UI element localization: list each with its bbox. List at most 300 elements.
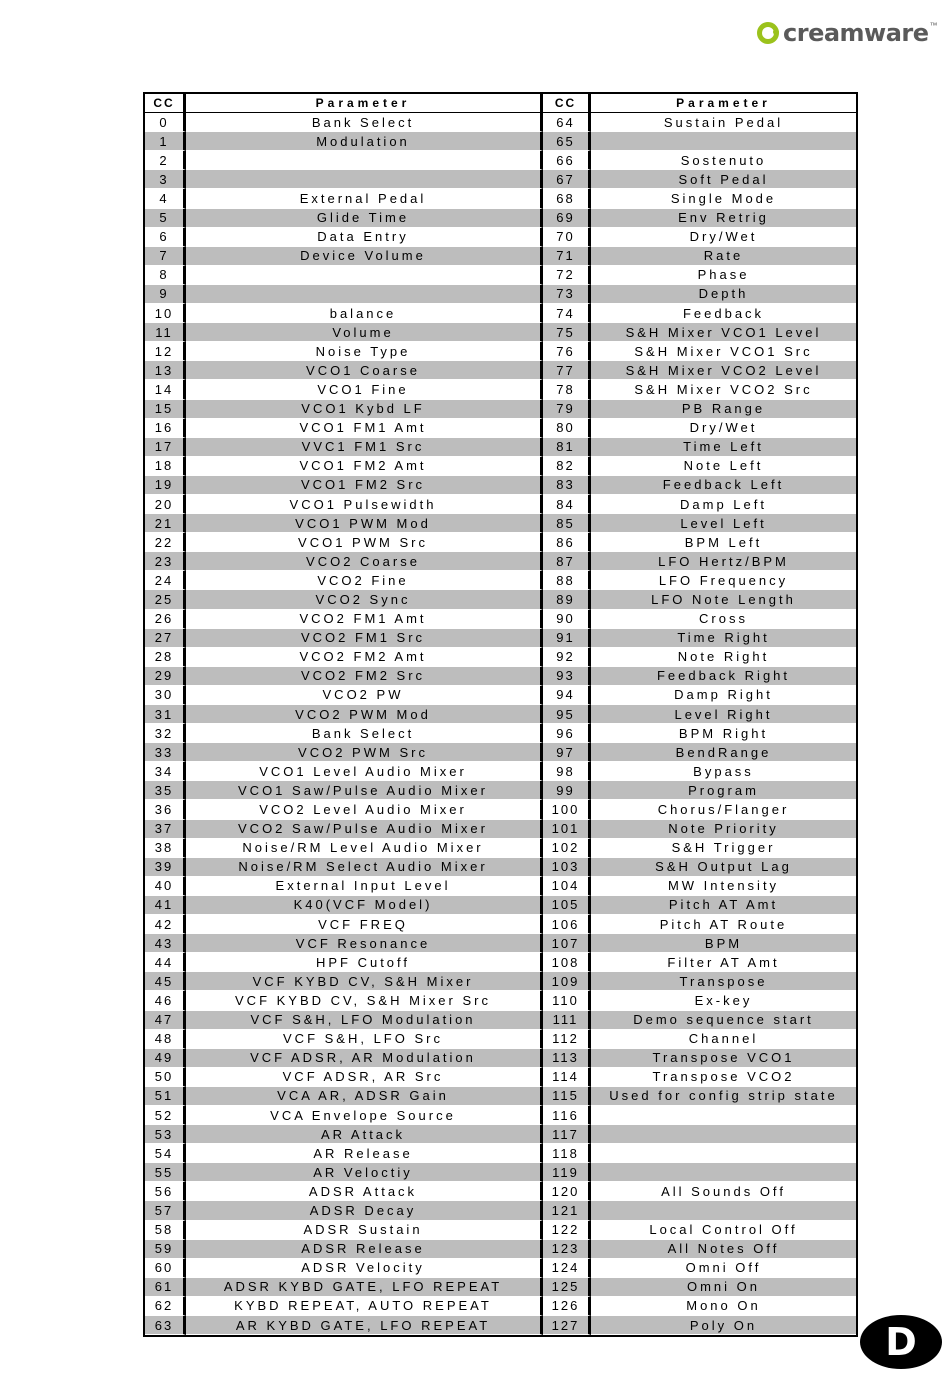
table-row xyxy=(145,189,856,208)
cell-cc-right: 111 xyxy=(543,1011,591,1030)
cell-parameter-right: Sustain Pedal xyxy=(591,113,856,132)
table-row xyxy=(145,342,856,361)
cell-parameter-right: Demo sequence start xyxy=(591,1011,856,1030)
cell-cc-right: 96 xyxy=(543,724,591,743)
cell-parameter-left: VCO1 PWM Mod xyxy=(186,514,543,533)
cell-parameter-left: VCA AR, ADSR Gain xyxy=(186,1087,543,1106)
cell-cc-left: 12 xyxy=(145,342,186,361)
cell-cc-right: 95 xyxy=(543,705,591,724)
cell-cc-right: 117 xyxy=(543,1125,591,1144)
cell-parameter-right: S&H Output Lag xyxy=(591,858,856,877)
cell-parameter-right: Dry/Wet xyxy=(591,228,856,247)
cell-cc-right: 90 xyxy=(543,610,591,629)
cell-cc-left: 4 xyxy=(145,189,186,208)
cell-cc-left: 41 xyxy=(145,896,186,915)
cell-parameter-right: Transpose VCO2 xyxy=(591,1068,856,1087)
cell-parameter-left: External Pedal xyxy=(186,189,543,208)
cell-parameter-right: Used for config strip state xyxy=(591,1087,856,1106)
table-row xyxy=(145,1068,856,1087)
table-row xyxy=(145,705,856,724)
cell-parameter-left: VCO2 FM1 Src xyxy=(186,629,543,648)
cell-cc-left: 62 xyxy=(145,1297,186,1316)
cell-parameter-right xyxy=(591,1106,856,1125)
cell-parameter-right xyxy=(591,132,856,151)
cell-parameter-left: VCO1 Kybd LF xyxy=(186,400,543,419)
cell-cc-left: 59 xyxy=(145,1240,186,1259)
cell-cc-right: 99 xyxy=(543,781,591,800)
table-row xyxy=(145,648,856,667)
table-row xyxy=(145,1106,856,1125)
cell-cc-right: 106 xyxy=(543,915,591,934)
cell-parameter-right: LFO Note Length xyxy=(591,590,856,609)
cell-parameter-right: Bypass xyxy=(591,762,856,781)
cell-cc-left: 60 xyxy=(145,1259,186,1278)
cell-cc-right: 119 xyxy=(543,1163,591,1182)
cell-cc-right: 81 xyxy=(543,438,591,457)
cell-cc-left: 38 xyxy=(145,839,186,858)
cell-cc-left: 35 xyxy=(145,781,186,800)
cell-cc-right: 82 xyxy=(543,457,591,476)
cell-cc-right: 110 xyxy=(543,991,591,1010)
cell-cc-left: 31 xyxy=(145,705,186,724)
table-row xyxy=(145,113,856,132)
cell-parameter-right: All Sounds Off xyxy=(591,1182,856,1201)
cell-parameter-right xyxy=(591,1201,856,1220)
cell-cc-left: 58 xyxy=(145,1221,186,1240)
cell-cc-left: 50 xyxy=(145,1068,186,1087)
cell-cc-right: 68 xyxy=(543,189,591,208)
cell-parameter-right: All Notes Off xyxy=(591,1240,856,1259)
table-row xyxy=(145,724,856,743)
cell-parameter-left: Data Entry xyxy=(186,228,543,247)
cell-cc-right: 70 xyxy=(543,228,591,247)
table-row xyxy=(145,667,856,686)
cell-parameter-left: Noise/RM Select Audio Mixer xyxy=(186,858,543,877)
cell-parameter-left: VCF KYBD CV, S&H Mixer xyxy=(186,972,543,991)
cell-cc-right: 101 xyxy=(543,820,591,839)
cell-cc-right: 65 xyxy=(543,132,591,151)
cell-cc-left: 26 xyxy=(145,610,186,629)
cell-parameter-right: Depth xyxy=(591,285,856,304)
table-row xyxy=(145,1087,856,1106)
cell-cc-left: 10 xyxy=(145,304,186,323)
table-row xyxy=(145,1163,856,1182)
table-row xyxy=(145,1201,856,1220)
cell-cc-left: 52 xyxy=(145,1106,186,1125)
table-row xyxy=(145,953,856,972)
cell-parameter-right: Pitch AT Route xyxy=(591,915,856,934)
cell-cc-right: 124 xyxy=(543,1259,591,1278)
cell-cc-left: 5 xyxy=(145,209,186,228)
table-row xyxy=(145,1297,856,1316)
cell-parameter-right: Omni On xyxy=(591,1278,856,1297)
cell-parameter-left: VCO2 FM1 Amt xyxy=(186,610,543,629)
table-row xyxy=(145,552,856,571)
cell-parameter-left: VCO1 Level Audio Mixer xyxy=(186,762,543,781)
cell-parameter-right: Channel xyxy=(591,1030,856,1049)
cell-cc-left: 25 xyxy=(145,590,186,609)
cell-parameter-right: BPM Left xyxy=(591,533,856,552)
cell-cc-right: 127 xyxy=(543,1316,591,1335)
cell-parameter-left: VCO2 FM2 Src xyxy=(186,667,543,686)
cell-parameter-left: Bank Select xyxy=(186,113,543,132)
cell-cc-left: 47 xyxy=(145,1011,186,1030)
cell-parameter-left: VCO2 PWM Mod xyxy=(186,705,543,724)
cell-parameter-right: Feedback Right xyxy=(591,667,856,686)
creamware-logo xyxy=(757,16,938,50)
cell-parameter-left: Volume xyxy=(186,323,543,342)
cell-cc-right: 74 xyxy=(543,304,591,323)
table-row xyxy=(145,972,856,991)
cell-parameter-right: Level Left xyxy=(591,514,856,533)
cell-cc-right: 121 xyxy=(543,1201,591,1220)
cell-cc-right: 72 xyxy=(543,266,591,285)
cell-parameter-right: BPM Right xyxy=(591,724,856,743)
cell-parameter-right: Ex-key xyxy=(591,991,856,1010)
cell-parameter-right: Feedback xyxy=(591,304,856,323)
cell-parameter-left: ADSR Sustain xyxy=(186,1221,543,1240)
table-row xyxy=(145,514,856,533)
cell-parameter-right: BendRange xyxy=(591,743,856,762)
cell-cc-right: 116 xyxy=(543,1106,591,1125)
table-row xyxy=(145,380,856,399)
table-row xyxy=(145,762,856,781)
table-row xyxy=(145,151,856,170)
cell-parameter-left: Noise Type xyxy=(186,342,543,361)
cell-parameter-left: VCO2 PW xyxy=(186,686,543,705)
cell-parameter-left: VCO2 Sync xyxy=(186,590,543,609)
cell-parameter-left: Noise/RM Level Audio Mixer xyxy=(186,839,543,858)
cell-cc-right: 87 xyxy=(543,552,591,571)
cell-cc-left: 16 xyxy=(145,419,186,438)
cc-parameter-table xyxy=(143,92,858,1337)
cell-parameter-right: Note Right xyxy=(591,648,856,667)
cell-parameter-left: External Input Level xyxy=(186,877,543,896)
cell-parameter-left: VCO2 FM2 Amt xyxy=(186,648,543,667)
cell-parameter-left: Modulation xyxy=(186,132,543,151)
cell-parameter-left: ADSR Velocity xyxy=(186,1259,543,1278)
cell-cc-left: 32 xyxy=(145,724,186,743)
cell-cc-left: 33 xyxy=(145,743,186,762)
cell-cc-left: 44 xyxy=(145,953,186,972)
table-row xyxy=(145,400,856,419)
table-row xyxy=(145,1240,856,1259)
cell-cc-right: 73 xyxy=(543,285,591,304)
cell-parameter-right: Damp Left xyxy=(591,495,856,514)
table-row xyxy=(145,915,856,934)
cell-parameter-right: Transpose VCO1 xyxy=(591,1049,856,1068)
header-parameter-right: Parameter xyxy=(591,94,856,113)
cell-cc-left: 18 xyxy=(145,457,186,476)
table-row xyxy=(145,590,856,609)
table-row xyxy=(145,266,856,285)
table-row xyxy=(145,132,856,151)
cell-parameter-right: Omni Off xyxy=(591,1259,856,1278)
cell-parameter-left xyxy=(186,170,543,189)
cell-parameter-left: AR Attack xyxy=(186,1125,543,1144)
table-row xyxy=(145,820,856,839)
cell-parameter-left xyxy=(186,266,543,285)
cell-parameter-left: VCO1 Saw/Pulse Audio Mixer xyxy=(186,781,543,800)
cell-cc-right: 66 xyxy=(543,151,591,170)
cell-parameter-right xyxy=(591,1144,856,1163)
cell-parameter-left: VCO1 PWM Src xyxy=(186,533,543,552)
cell-cc-left: 1 xyxy=(145,132,186,151)
cell-parameter-right: LFO Frequency xyxy=(591,571,856,590)
cell-parameter-right: Single Mode xyxy=(591,189,856,208)
cell-cc-right: 79 xyxy=(543,400,591,419)
cell-parameter-right: Dry/Wet xyxy=(591,419,856,438)
cell-cc-right: 97 xyxy=(543,743,591,762)
cell-cc-left: 22 xyxy=(145,533,186,552)
cell-cc-right: 126 xyxy=(543,1297,591,1316)
cell-parameter-left: Bank Select xyxy=(186,724,543,743)
cell-parameter-right: S&H Trigger xyxy=(591,839,856,858)
cell-parameter-right: Sostenuto xyxy=(591,151,856,170)
cell-cc-left: 13 xyxy=(145,361,186,380)
cell-parameter-right: Time Right xyxy=(591,629,856,648)
cell-cc-left: 37 xyxy=(145,820,186,839)
cell-cc-right: 94 xyxy=(543,686,591,705)
table-row xyxy=(145,419,856,438)
cell-parameter-left: ADSR KYBD GATE, LFO REPEAT xyxy=(186,1278,543,1297)
cell-cc-left: 29 xyxy=(145,667,186,686)
cell-cc-right: 125 xyxy=(543,1278,591,1297)
cell-cc-left: 11 xyxy=(145,323,186,342)
cell-cc-left: 8 xyxy=(145,266,186,285)
cell-cc-right: 115 xyxy=(543,1087,591,1106)
table-row xyxy=(145,1259,856,1278)
cell-parameter-right: Env Retrig xyxy=(591,209,856,228)
cell-parameter-left: Glide Time xyxy=(186,209,543,228)
cell-cc-left: 49 xyxy=(145,1049,186,1068)
table-row xyxy=(145,495,856,514)
table-row xyxy=(145,991,856,1010)
table-row xyxy=(145,839,856,858)
cell-parameter-left: VCF Resonance xyxy=(186,934,543,953)
cell-parameter-right: Feedback Left xyxy=(591,476,856,495)
cell-cc-left: 9 xyxy=(145,285,186,304)
table-row xyxy=(145,533,856,552)
cell-parameter-right: S&H Mixer VCO2 Level xyxy=(591,361,856,380)
cell-parameter-right: Time Left xyxy=(591,438,856,457)
cell-cc-right: 69 xyxy=(543,209,591,228)
cell-parameter-right: Rate xyxy=(591,247,856,266)
cell-parameter-right: Phase xyxy=(591,266,856,285)
table-row xyxy=(145,1125,856,1144)
cell-parameter-left: VCF ADSR, AR Src xyxy=(186,1068,543,1087)
cell-cc-left: 54 xyxy=(145,1144,186,1163)
cell-parameter-right: BPM xyxy=(591,934,856,953)
table-row xyxy=(145,1144,856,1163)
cell-cc-left: 23 xyxy=(145,552,186,571)
cell-cc-right: 85 xyxy=(543,514,591,533)
cell-parameter-left: VCO2 Fine xyxy=(186,571,543,590)
cell-cc-right: 108 xyxy=(543,953,591,972)
cell-cc-left: 2 xyxy=(145,151,186,170)
header-parameter-left: Parameter xyxy=(186,94,543,113)
cell-parameter-left: VCO1 FM2 Amt xyxy=(186,457,543,476)
cell-cc-right: 67 xyxy=(543,170,591,189)
creamware-logo-mark-icon xyxy=(757,22,779,44)
cell-cc-left: 43 xyxy=(145,934,186,953)
cell-cc-right: 120 xyxy=(543,1182,591,1201)
table-row xyxy=(145,743,856,762)
cell-cc-left: 63 xyxy=(145,1316,186,1335)
cell-cc-left: 0 xyxy=(145,113,186,132)
cell-cc-left: 14 xyxy=(145,380,186,399)
cell-cc-right: 76 xyxy=(543,342,591,361)
cell-cc-left: 24 xyxy=(145,571,186,590)
cell-cc-left: 7 xyxy=(145,247,186,266)
cell-cc-left: 53 xyxy=(145,1125,186,1144)
cell-cc-left: 40 xyxy=(145,877,186,896)
cell-cc-left: 57 xyxy=(145,1201,186,1220)
page-section-badge: D xyxy=(860,1315,942,1369)
table-row xyxy=(145,476,856,495)
cell-cc-right: 92 xyxy=(543,648,591,667)
cell-parameter-right: Mono On xyxy=(591,1297,856,1316)
cell-parameter-right: S&H Mixer VCO2 Src xyxy=(591,380,856,399)
cell-parameter-left: KYBD REPEAT, AUTO REPEAT xyxy=(186,1297,543,1316)
cell-parameter-left: VCO1 Pulsewidth xyxy=(186,495,543,514)
cell-cc-right: 112 xyxy=(543,1030,591,1049)
cell-parameter-right: Program xyxy=(591,781,856,800)
table-row xyxy=(145,800,856,819)
cell-cc-right: 91 xyxy=(543,629,591,648)
table-row xyxy=(145,686,856,705)
cell-cc-right: 123 xyxy=(543,1240,591,1259)
cell-cc-right: 93 xyxy=(543,667,591,686)
table-row xyxy=(145,858,856,877)
cell-parameter-right: S&H Mixer VCO1 Level xyxy=(591,323,856,342)
cell-cc-left: 28 xyxy=(145,648,186,667)
table-row xyxy=(145,209,856,228)
table-row xyxy=(145,896,856,915)
cell-parameter-right: Note Priority xyxy=(591,820,856,839)
cell-parameter-left: ADSR Decay xyxy=(186,1201,543,1220)
table-row xyxy=(145,1278,856,1297)
table-row xyxy=(145,1049,856,1068)
cell-cc-left: 20 xyxy=(145,495,186,514)
table-row xyxy=(145,877,856,896)
cell-parameter-left: VCF FREQ xyxy=(186,915,543,934)
cell-parameter-right: MW Intensity xyxy=(591,877,856,896)
table-row xyxy=(145,247,856,266)
cell-cc-right: 80 xyxy=(543,419,591,438)
cell-parameter-left: AR Veloctiy xyxy=(186,1163,543,1182)
cell-cc-left: 19 xyxy=(145,476,186,495)
table-row xyxy=(145,170,856,189)
cell-parameter-right: Cross xyxy=(591,610,856,629)
cell-cc-left: 30 xyxy=(145,686,186,705)
table-row xyxy=(145,1221,856,1240)
cell-parameter-left: VCF ADSR, AR Modulation xyxy=(186,1049,543,1068)
cell-cc-left: 6 xyxy=(145,228,186,247)
cell-cc-right: 64 xyxy=(543,113,591,132)
cell-parameter-right: Chorus/Flanger xyxy=(591,800,856,819)
cell-parameter-left: VCO2 Saw/Pulse Audio Mixer xyxy=(186,820,543,839)
table-row xyxy=(145,571,856,590)
cell-cc-left: 39 xyxy=(145,858,186,877)
cell-cc-left: 45 xyxy=(145,972,186,991)
cell-parameter-left: VCF KYBD CV, S&H Mixer Src xyxy=(186,991,543,1010)
cell-parameter-right: PB Range xyxy=(591,400,856,419)
cell-parameter-right: Pitch AT Amt xyxy=(591,896,856,915)
cell-cc-right: 88 xyxy=(543,571,591,590)
cell-parameter-left: VCO1 Fine xyxy=(186,380,543,399)
cell-parameter-right: Level Right xyxy=(591,705,856,724)
cell-parameter-left xyxy=(186,285,543,304)
cell-parameter-left: VVC1 FM1 Src xyxy=(186,438,543,457)
table-row xyxy=(145,323,856,342)
cell-cc-left: 42 xyxy=(145,915,186,934)
cell-parameter-right xyxy=(591,1125,856,1144)
cell-cc-right: 109 xyxy=(543,972,591,991)
cell-parameter-left: VCF S&H, LFO Modulation xyxy=(186,1011,543,1030)
cell-parameter-right: Soft Pedal xyxy=(591,170,856,189)
cell-parameter-left: VCA Envelope Source xyxy=(186,1106,543,1125)
cell-cc-right: 103 xyxy=(543,858,591,877)
cell-cc-right: 83 xyxy=(543,476,591,495)
cell-cc-right: 77 xyxy=(543,361,591,380)
cell-cc-left: 61 xyxy=(145,1278,186,1297)
header-cc-left: CC xyxy=(145,94,186,113)
cell-parameter-left: VCO2 PWM Src xyxy=(186,743,543,762)
table-row xyxy=(145,1182,856,1201)
cell-cc-right: 105 xyxy=(543,896,591,915)
cell-parameter-left: VCO2 Coarse xyxy=(186,552,543,571)
table-row xyxy=(145,934,856,953)
cell-cc-right: 84 xyxy=(543,495,591,514)
trademark-symbol: ™ xyxy=(929,20,938,30)
cell-cc-right: 78 xyxy=(543,380,591,399)
cell-parameter-left: balance xyxy=(186,304,543,323)
cell-parameter-left: HPF Cutoff xyxy=(186,953,543,972)
cell-cc-left: 56 xyxy=(145,1182,186,1201)
cell-parameter-left: VCO1 Coarse xyxy=(186,361,543,380)
cell-cc-right: 107 xyxy=(543,934,591,953)
cell-parameter-left: VCO2 Level Audio Mixer xyxy=(186,800,543,819)
table-row xyxy=(145,1030,856,1049)
cell-cc-left: 17 xyxy=(145,438,186,457)
cell-parameter-left: AR Release xyxy=(186,1144,543,1163)
cell-cc-left: 15 xyxy=(145,400,186,419)
cell-parameter-right: Filter AT Amt xyxy=(591,953,856,972)
table-row xyxy=(145,1316,856,1335)
table-row xyxy=(145,781,856,800)
cell-parameter-right: Transpose xyxy=(591,972,856,991)
cell-parameter-right: Note Left xyxy=(591,457,856,476)
cell-parameter-right: S&H Mixer VCO1 Src xyxy=(591,342,856,361)
cell-parameter-left: Device Volume xyxy=(186,247,543,266)
cell-cc-right: 71 xyxy=(543,247,591,266)
cell-parameter-right: Damp Right xyxy=(591,686,856,705)
table-row xyxy=(145,1011,856,1030)
table-row xyxy=(145,361,856,380)
cell-cc-left: 36 xyxy=(145,800,186,819)
table-row xyxy=(145,629,856,648)
cell-cc-left: 55 xyxy=(145,1163,186,1182)
table-row xyxy=(145,438,856,457)
cell-cc-left: 3 xyxy=(145,170,186,189)
brand-name: creamware xyxy=(783,19,929,47)
cell-cc-right: 89 xyxy=(543,590,591,609)
cell-parameter-right: Local Control Off xyxy=(591,1221,856,1240)
cell-parameter-left: AR KYBD GATE, LFO REPEAT xyxy=(186,1316,543,1335)
header-cc-right: CC xyxy=(543,94,591,113)
table-row xyxy=(145,285,856,304)
